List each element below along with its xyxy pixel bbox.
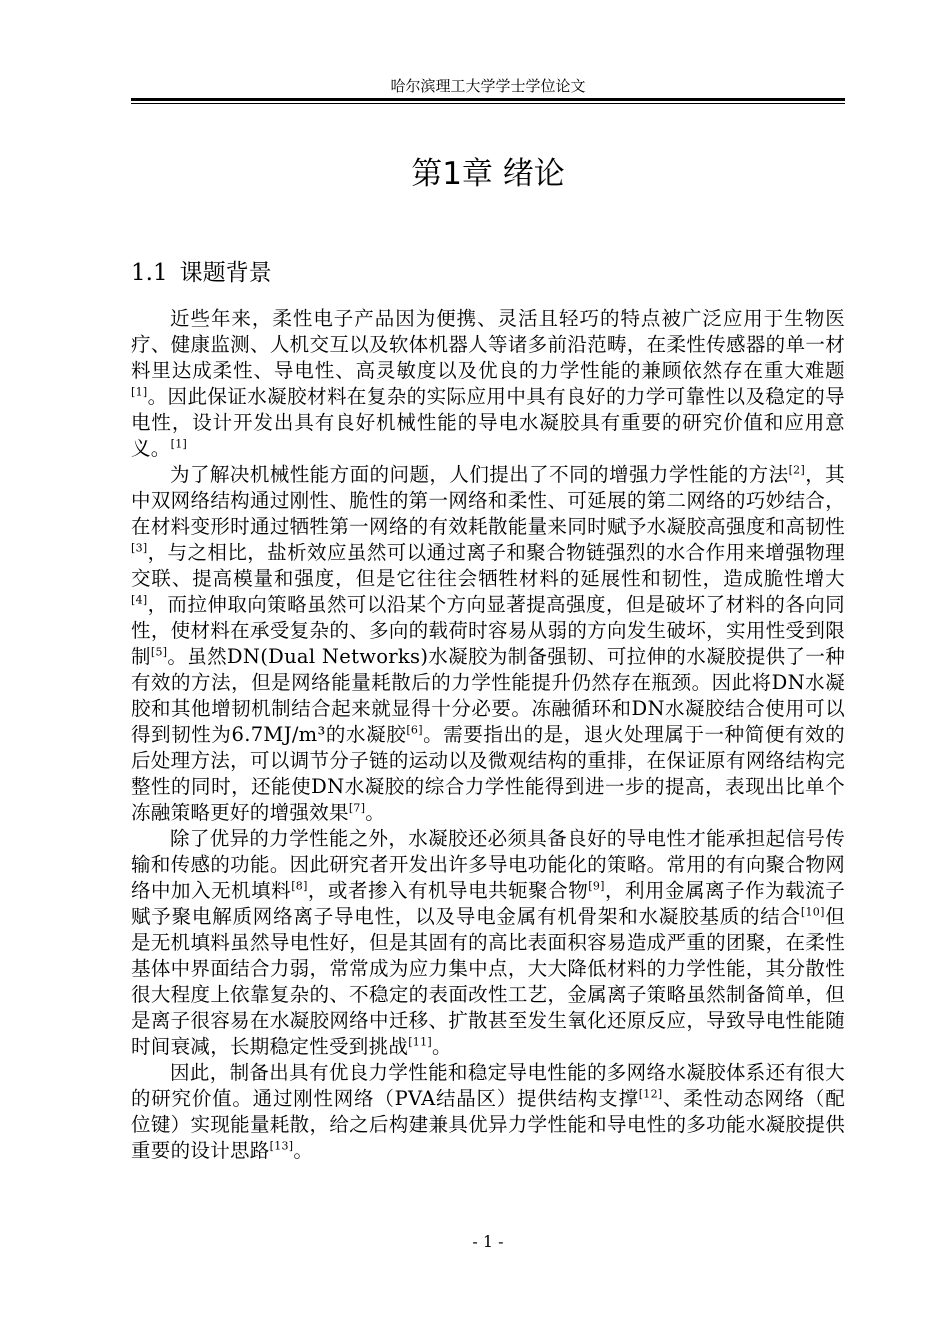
header-rule-thin <box>131 103 845 104</box>
section-number: 1.1 <box>131 260 168 286</box>
paragraph: 因此，制备出具有优良力学性能和稳定导电性能的多网络水凝胶体系还有很大的研究价值。通过刚性网络（PVA结晶区）提供结构支撑[12]、柔性动态网络（配位键）实现能量耗散，给之后构建兼具优异力学性能和导电性的多功能水凝胶提供重要的设计思路[13]。 <box>131 1061 845 1162</box>
chapter-title <box>131 152 845 196</box>
citation-marker: [2] <box>788 463 806 477</box>
citation-marker: [1] <box>170 437 188 451</box>
citation-marker: [5] <box>150 645 168 659</box>
citation-marker: [8] <box>291 879 308 893</box>
citation-marker: [10] <box>800 905 825 919</box>
running-header: 哈尔滨理工大学学士学位论文 <box>390 77 586 95</box>
paragraph: 近些年来，柔性电子产品因为便携、灵活且轻巧的特点被广泛应用于生物医疗、健康监测、人机交互以及软体机器人等诸多前沿范畴，在柔性传感器的单一材料里达成柔性、导电性、高灵敏度以及优良的力学性能的兼顾依然存在重大难题[1]。因此保证水凝胶材料在复杂的实际应用中具有良好的力学可靠性以及稳定的导电性，设计开发出具有良好机械性能的导电水凝胶具有重要的研究价值和应用意义。[1] <box>131 307 845 460</box>
paragraph: 为了解决机械性能方面的问题，人们提出了不同的增强力学性能的方法[2]，其中双网络结构通过刚性、脆性的第一网络和柔性、可延展的第二网络的巧妙结合，在材料变形时通过牺牲第一网络的有效耗散能量来同时赋予水凝胶高强度和高韧性[3]，与之相比，盐析效应虽然可以通过离子和聚合物链强烈的水合作用来增强物理交联、提高模量和强度，但是它往往会牺牲材料的延展性和韧性，造成脆性增大[4]，而拉伸取向策略虽然可以沿某个方向显著提高强度，但是破坏了材料的各向同性，使材料在承受复杂的、多向的载荷时容易从弱的方向发生破坏，实用性受到限制[5]。虽然DN(Dual Networks)水凝胶为制备强韧、可拉伸的水凝胶提供了一种有效的方法，但是网络能量耗散后的力学性能提升仍然存在瓶颈。因此将DN水凝胶和其他增韧机制结合起来就显得十分必要。冻融循环和DN水凝胶结合使用可以得到韧性为6.7MJ/m³的水凝胶[6]。需要指出的是，退火处理属于一种简便有效的后处理方法，可以调节分子链的运动以及微观结构的重排，在保证原有网络结构完整性的同时，还能使DN水凝胶的综合力学性能得到进一步的提高，表现出比单个冻融策略更好的增强效果[7]。 <box>131 463 845 824</box>
citation-marker: [11] <box>408 1035 432 1049</box>
citation-marker: [7] <box>348 801 366 815</box>
chapter-title-text: 绪论 <box>502 156 565 192</box>
citation-marker: [1] <box>131 385 148 399</box>
citation-marker: [12] <box>638 1087 663 1101</box>
citation-marker: [6] <box>406 723 423 737</box>
page-number: - 1 - <box>472 1232 504 1251</box>
paragraph: 除了优异的力学性能之外，水凝胶还必须具备良好的导电性才能承担起信号传输和传感的功能。因此研究者开发出许多导电功能化的策略。常用的有向聚合物网络中加入无机填料[8]，或者掺入有机导电共轭聚合物[9]，利用金属离子作为载流子赋予聚电解质网络离子导电性，以及导电金属有机骨架和水凝胶基质的结合[10]但是无机填料虽然导电性好，但是其固有的高比表面积容易造成严重的团聚，在柔性基体中界面结合力弱，常常成为应力集中点，大大降低材料的力学性能，其分散性很大程度上依靠复杂的、不稳定的表面改性工艺，金属离子策略虽然制备简单，但是离子很容易在水凝胶网络中迁移、扩散甚至发生氧化还原反应，导致导电性能随时间衰减，长期稳定性受到挑战[11]。 <box>131 827 845 1058</box>
citation-marker: [13] <box>269 1139 294 1153</box>
header-rule-thick <box>131 98 845 101</box>
citation-marker: [3] <box>131 541 148 555</box>
citation-marker: [9] <box>588 879 605 893</box>
section-title-text: 课题背景 <box>179 260 272 286</box>
citation-marker: [4] <box>131 593 148 607</box>
body-text <box>131 306 845 1164</box>
chapter-number: 第1章 <box>411 156 493 192</box>
section-heading <box>131 255 845 291</box>
